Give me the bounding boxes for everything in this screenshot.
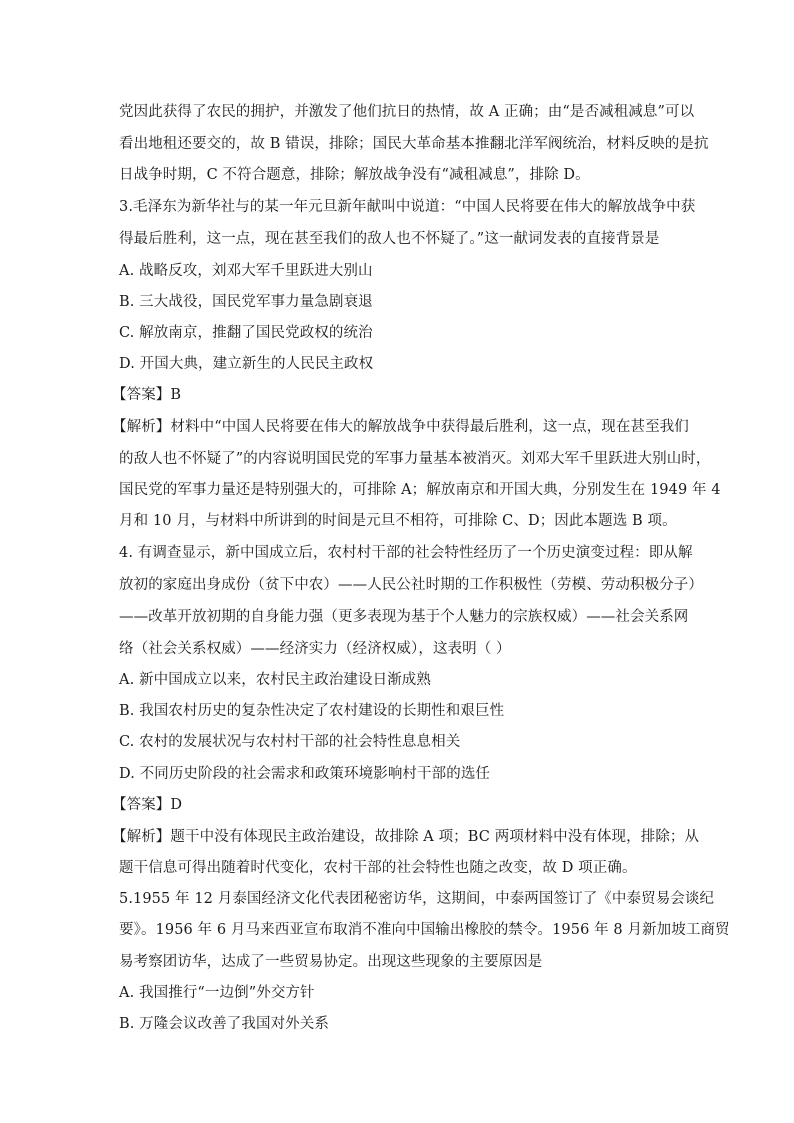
option-b: B. 三大战役，国民党军事力量急剧衰退 bbox=[119, 294, 373, 310]
text-line: 看出地租还要交的，故 B 错误，排除；国民大革命基本推翻北洋军阀统治，材料反映的是抗 bbox=[119, 136, 709, 152]
answer-label: 【答案】B bbox=[112, 387, 182, 403]
option-a: A. 我国推行“一边倒”外交方针 bbox=[119, 985, 315, 1001]
text-line: 放初的家庭出身成份（贫下中农）——人民公社时期的工作积极性（劳模、劳动积极分子） bbox=[119, 577, 703, 593]
text-line: 要》。1956 年 6 月马来西亚宣布取消不准向中国输出橡胶的禁令。1956 年 8 月新加坡工商贸 bbox=[119, 922, 730, 938]
text-line: 题干信息可得出随着时代变化，农村干部的社会特性也随之改变，故 D 项正确。 bbox=[119, 860, 637, 876]
option-a: A. 战略反攻，刘邓大军千里跃进大别山 bbox=[119, 263, 373, 279]
option-c: C. 解放南京，推翻了国民党政权的统治 bbox=[119, 325, 373, 341]
text-line: 易考察团访华，达成了一些贸易协定。出现这些现象的主要原因是 bbox=[119, 954, 543, 970]
option-d: D. 开国大典，建立新生的人民民主政权 bbox=[119, 356, 374, 372]
option-d: D. 不同历史阶段的社会需求和政策环境影响村干部的选任 bbox=[119, 766, 491, 782]
text-line: 党因此获得了农民的拥护，并激发了他们抗日的热情，故 A 正确；由“是否减租减息”可以 bbox=[119, 104, 695, 120]
question-3-stem: 3.毛泽东为新华社与的某一年元旦新年献叫中说道：“中国人民将要在伟大的解放战争中获 bbox=[119, 199, 696, 215]
analysis-paragraph: 【解析】材料中“中国人民将要在伟大的解放战争中获得最后胜利，这一点，现在甚至我们 bbox=[112, 419, 689, 435]
text-line: 络（社会关系权威）——经济实力（经济权威），这表明（ ） bbox=[119, 641, 511, 657]
option-b: B. 万隆会议改善了我国对外关系 bbox=[119, 1016, 329, 1032]
option-c: C. 农村的发展状况与农村村干部的社会特性息息相关 bbox=[119, 734, 461, 750]
text-line: ——改革开放初期的自身能力强（更多表现为基于个人魅力的宗族权威）——社会关系网 bbox=[119, 609, 689, 625]
option-a: A. 新中国成立以来，农村民主政治建设日渐成熟 bbox=[119, 672, 431, 688]
text-line: 得最后胜利，这一点，现在甚至我们的敌人也不怀疑了。”这一献词发表的直接背景是 bbox=[119, 231, 660, 247]
text-line: 的敌人也不怀疑了”的内容说明国民党的军事力量基本被消灭。刘邓大军千里跃进大别山时， bbox=[119, 451, 711, 467]
question-5-stem: 5.1955 年 12 月泰国经济文化代表团秘密访华，这期间，中泰两国签订了《中泰贸易会谈纪 bbox=[119, 891, 715, 907]
text-line: 日战争时期，C 不符合题意，排除；解放战争没有“减租减息”，排除 D。 bbox=[119, 167, 590, 183]
text-line: 国民党的军事力量还是特别强大的，可排除 A；解放南京和开国大典，分别发生在 1949 年 4 bbox=[119, 482, 721, 498]
answer-label: 【答案】D bbox=[112, 797, 183, 813]
option-b: B. 我国农村历史的复杂性决定了农村建设的长期性和艰巨性 bbox=[119, 703, 505, 719]
text-line: 月和 10 月，与材料中所讲到的时间是元旦不相符，可排除 C、D；因此本题选 B 项。 bbox=[119, 513, 677, 529]
question-4-stem: 4. 有调查显示，新中国成立后，农村村干部的社会特性经历了一个历史演变过程：即从解 bbox=[119, 545, 693, 561]
analysis-paragraph: 【解析】题干中没有体现民主政治建设，故排除 A 项；BC 两项材料中没有体现，排除；从 bbox=[112, 829, 700, 845]
